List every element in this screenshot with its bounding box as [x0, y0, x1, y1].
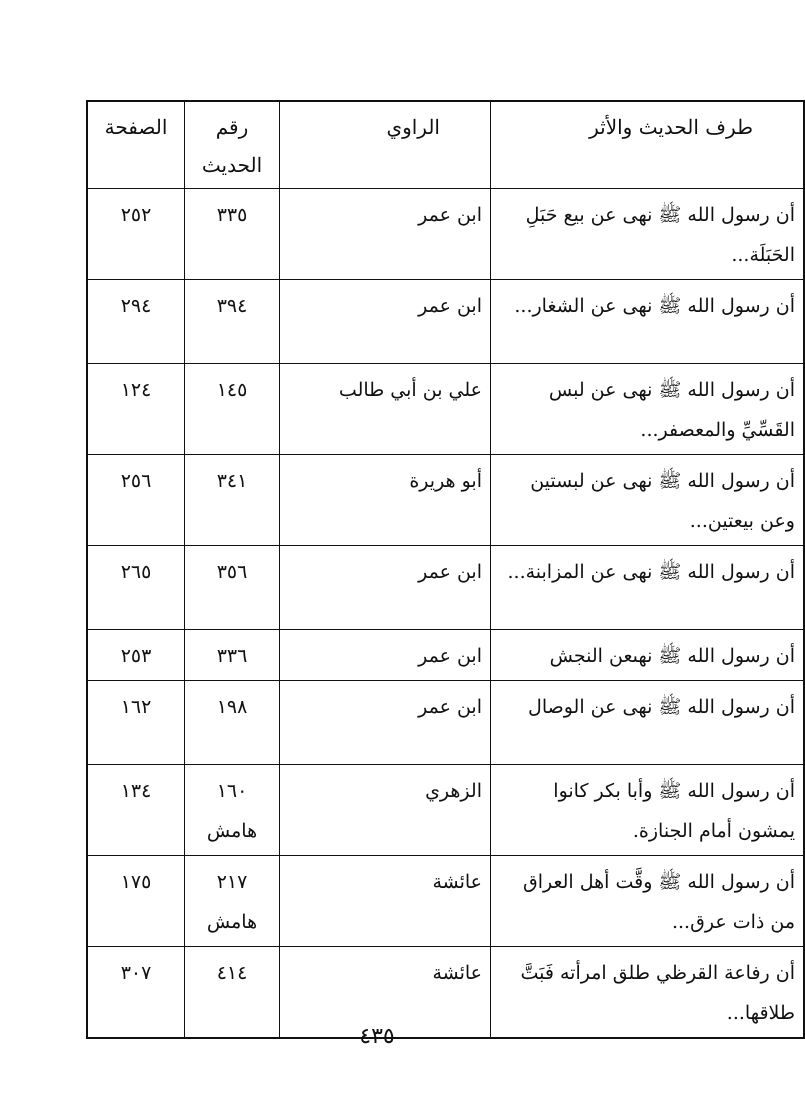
page-cell: ٢٥٦ — [87, 455, 185, 546]
page-number: ٤٣٥ — [359, 1024, 395, 1049]
narrator-cell: ابن عمر — [280, 681, 491, 765]
page-cell: ١٦٢ — [87, 681, 185, 765]
table-row — [87, 681, 804, 765]
hadith-text-cell: أن رسول الله ﷺ نهى عن بيع حَبَلِ الحَبَلَة... — [491, 189, 805, 280]
narrator-cell: عائشة — [280, 947, 491, 1039]
hadith-number-cell: ١٤٥ — [185, 364, 280, 455]
header-hadith: طرف الحديث والأثر — [491, 101, 805, 189]
table-row — [87, 630, 804, 681]
table-row — [87, 364, 804, 455]
narrator-cell: عائشة — [280, 856, 491, 947]
narrator-cell: ابن عمر — [280, 280, 491, 364]
hadith-number-cell: ١٩٨ — [185, 681, 280, 765]
page-cell: ١٧٥ — [87, 856, 185, 947]
narrator-cell: الزهري — [280, 765, 491, 856]
page-cell: ٢٩٤ — [87, 280, 185, 364]
header-hadith-number: رقم الحديث — [185, 101, 280, 189]
page-cell: ٢٦٥ — [87, 546, 185, 630]
table-header — [87, 101, 804, 189]
page-cell: ١٢٤ — [87, 364, 185, 455]
hadith-number-cell: ١٦٠ هامش — [185, 765, 280, 856]
hadith-text-cell: أن رسول الله ﷺ وأبا بكر كانوا يمشون أمام الجنازة. — [491, 765, 805, 856]
header-page: الصفحة — [87, 101, 185, 189]
page-cell: ٢٥٢ — [87, 189, 185, 280]
hadith-text-cell: أن رسول الله ﷺ وقَّت أهل العراق من ذات عرق... — [491, 856, 805, 947]
hadith-text-cell: أن رسول الله ﷺ نهى عن الوصال — [491, 681, 805, 765]
narrator-cell: أبو هريرة — [280, 455, 491, 546]
hadith-index-table — [86, 100, 805, 1039]
narrator-cell: علي بن أبي طالب — [280, 364, 491, 455]
page-cell: ٢٥٣ — [87, 630, 185, 681]
hadith-number-cell: ٣٣٥ — [185, 189, 280, 280]
table-row — [87, 455, 804, 546]
hadith-text-cell: أن رسول الله ﷺ نهىعن النجش — [491, 630, 805, 681]
table-row — [87, 189, 804, 280]
hadith-text-cell: أن رفاعة القرظي طلق امرأته فَبَتَّ طلاقها... — [491, 947, 805, 1039]
table-row — [87, 765, 804, 856]
table-row — [87, 856, 804, 947]
page-cell: ١٣٤ — [87, 765, 185, 856]
narrator-cell: ابن عمر — [280, 546, 491, 630]
hadith-number-cell: ٣٣٦ — [185, 630, 280, 681]
table-row — [87, 546, 804, 630]
page-cell: ٣٠٧ — [87, 947, 185, 1039]
header-narrator: الراوي — [280, 101, 491, 189]
narrator-cell: ابن عمر — [280, 189, 491, 280]
header-row — [87, 101, 804, 189]
hadith-number-cell: ٤١٤ — [185, 947, 280, 1039]
hadith-number-cell: ٣٤١ — [185, 455, 280, 546]
table-body — [87, 189, 804, 1039]
hadith-text-cell: أن رسول الله ﷺ نهى عن المزابنة... — [491, 546, 805, 630]
narrator-cell: ابن عمر — [280, 630, 491, 681]
hadith-text-cell: أن رسول الله ﷺ نهى عن لبستين وعن بيعتين... — [491, 455, 805, 546]
hadith-text-cell: أن رسول الله ﷺ نهى عن لبس القَسِّيِّ والمعصفر... — [491, 364, 805, 455]
table-row — [87, 280, 804, 364]
hadith-number-cell: ٢١٧ هامش — [185, 856, 280, 947]
hadith-text-cell: أن رسول الله ﷺ نهى عن الشغار... — [491, 280, 805, 364]
hadith-number-cell: ٣٥٦ — [185, 546, 280, 630]
hadith-number-cell: ٣٩٤ — [185, 280, 280, 364]
